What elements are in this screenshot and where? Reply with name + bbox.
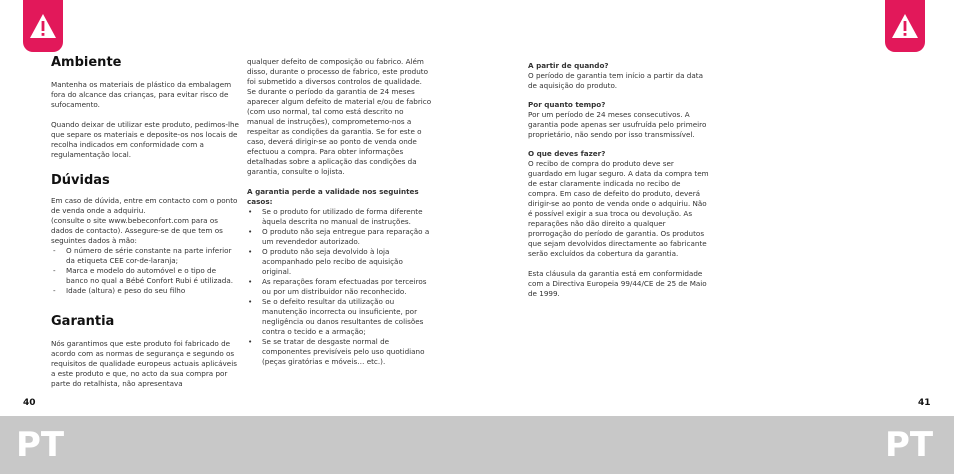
list-item: • O produto não seja entregue para reparação a um revendedor autorizado. xyxy=(247,227,432,247)
warning-triangle-icon xyxy=(885,0,925,52)
middle-subheading: A garantia perde a validade nos seguintes casos: xyxy=(247,187,419,206)
list-item: • As reparações foram efectuadas por terceiros ou por um distribuidor não reconhecido. xyxy=(247,277,432,297)
right-column xyxy=(528,61,710,299)
list-item: • O produto não seja devolvido à loja acompanhado pelo recibo de aquisição original. xyxy=(247,247,432,277)
question-when: A partir de quando? xyxy=(528,61,609,70)
list-item: - Idade (altura) e peso do seu filho xyxy=(51,286,239,296)
answer-when: O período de garantia tem início a partir da data de aquisição do produto. xyxy=(528,71,703,90)
duvidas-paragraph-2: (consulte o site www.bebeconfort.com para os dados de contacto). Assegure-se de que tem os seguintes dados à mão: xyxy=(51,216,223,245)
list-item: • Se o defeito resultar da utilização ou manutenção incorrecta ou insuficiente, por negligência ou danos resultantes de colisões contra o tecido e a armação; xyxy=(247,297,432,337)
heading-garantia: Garantia xyxy=(51,314,115,329)
language-code-right: PT xyxy=(885,425,934,465)
middle-paragraph-1: qualquer defeito de composição ou fabrico. Além disso, durante o processo de fabrico, este produto foi submetido a diversos controlos de qualidade. Se durante o período da garantia de 24 meses aparecer algum defeito de material e/ou de fabrico (com uso normal, tal como está descrito no manual de instruções), comprometemo-nos a respeitar as condições da garantia. Se for este o caso, deverá dirigir-se ao ponto de venda onde efectuou a compra. Para obter informações detalhadas sobre a aplicação das condições da garantia, consulte o lojista. xyxy=(247,57,432,176)
closing-paragraph: Esta cláusula da garantia está em conformidade com a Directiva Europeia 99/44/CE de 25 de Maio de 1999. xyxy=(528,269,707,298)
garantia-paragraph-1: Nós garantimos que este produto foi fabricado de acordo com as normas de segurança e segundo os requisitos de qualidade europeus actuais aplicáveis a este produto e que, no acto da sua compra por parte do retalhista, não apresentava xyxy=(51,339,237,388)
duvidas-paragraph-1: Em caso de dúvida, entre em contacto com o ponto de venda onde a adquiriu. xyxy=(51,196,238,215)
list-item: - Marca e modelo do automóvel e o tipo de banco no qual a Bébé Confort Rubi é utilizada. xyxy=(51,266,239,286)
list-item: • Se o produto for utilizado de forma diferente àquela descrita no manual de instruções. xyxy=(247,207,432,227)
heading-ambiente: Ambiente xyxy=(51,55,122,70)
ambiente-paragraph-1: Mantenha os materiais de plástico da embalagem fora do alcance das crianças, para evitar risco de sufocamento. xyxy=(51,80,232,109)
left-column xyxy=(51,55,239,389)
middle-column xyxy=(247,57,432,367)
list-item: - O número de série constante na parte inferior da etiqueta CEE cor-de-laranja; xyxy=(51,246,239,266)
question-what-to-do: O que deves fazer? xyxy=(528,149,606,158)
list-item: • Se se tratar de desgaste normal de componentes previsíveis pelo uso quotidiano (peças giratórias e móveis… etc.). xyxy=(247,337,432,367)
exclusion-list xyxy=(247,207,432,367)
heading-duvidas: Dúvidas xyxy=(51,173,110,188)
warning-triangle-icon xyxy=(23,0,63,52)
duvidas-list xyxy=(51,246,239,296)
ambiente-paragraph-2: Quando deixar de utilizar este produto, pedimos-lhe que separe os materiais e deposite-os nos locais de recolha indicados em conformidade com a regulamentação local. xyxy=(51,120,239,159)
language-code-left: PT xyxy=(16,425,65,465)
page-number-left: 40 xyxy=(23,398,36,408)
footer-band xyxy=(0,416,954,474)
page-number-right: 41 xyxy=(918,398,931,408)
answer-how-long: Por um período de 24 meses consecutivos. A garantia pode apenas ser usufruída pelo primeiro proprietário, não sendo por isso transmissível. xyxy=(528,110,707,139)
answer-what-to-do: O recibo de compra do produto deve ser guardado em lugar seguro. A data da compra tem de estar claramente indicada no recibo de compra. Em caso de defeito do produto, deverá dirigir-se ao ponto de venda onde o adquiriu. Não é possível exigir a sua troca ou devolução. As reparações não dão direito a qualquer prorrogação do período de garantia. Os produtos que sejam devolvidos directamente ao fabricante serão excluídos da cobertura da garantia. xyxy=(528,159,709,258)
question-how-long: Por quanto tempo? xyxy=(528,100,606,109)
